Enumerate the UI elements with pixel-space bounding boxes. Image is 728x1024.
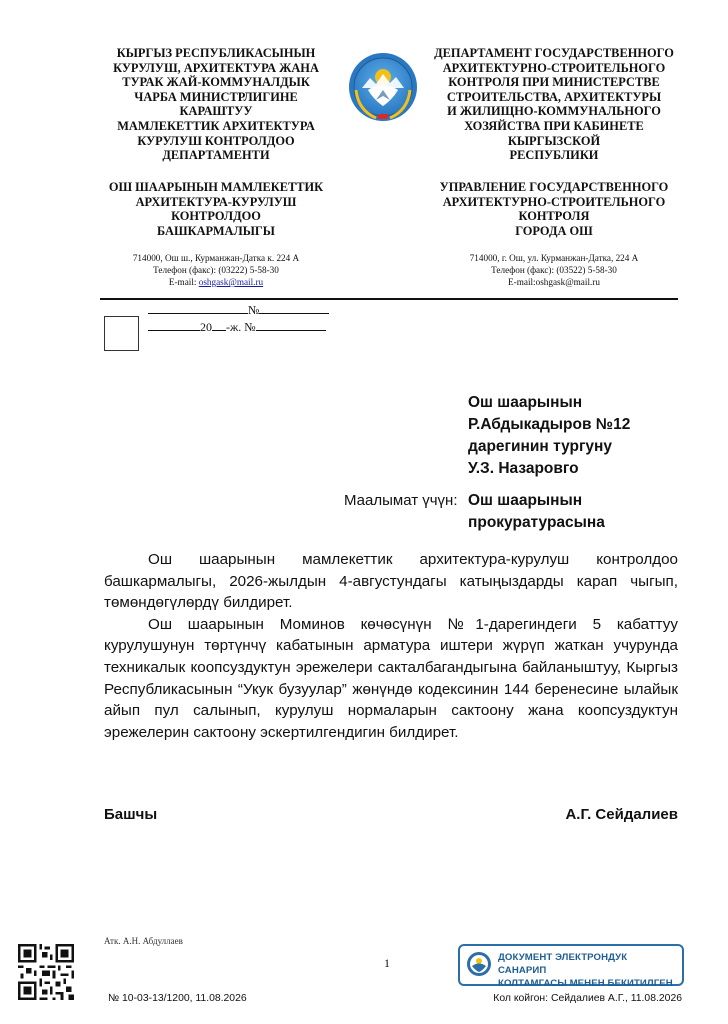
info-label: Маалымат үчүн: — [344, 492, 458, 509]
recipient-block: Ош шаарынын Р.Абдыкадыров №12 дарегинин тургуну У.З. Назаровго — [468, 394, 631, 477]
left-address: 714000, Ош ш., Курманжан-Датка к. 224 А Телефон (факс): (03222) 5-58-30 E-mail: oshgask@mail.ru — [132, 253, 300, 287]
qr-code — [18, 944, 74, 1000]
registration-number-line: № — [148, 303, 348, 317]
signatory-name: А.Г. Сейдалиев — [565, 806, 678, 823]
right-address: 714000, г. Ош, ул. Курманжан-Датка, 224 А Телефон (факс): (03522) 5-58-30 E-mail:oshgask@mail.ru — [469, 253, 639, 287]
left-email-link[interactable]: oshgask@mail.ru — [198, 277, 264, 287]
body-paragraph: Ош шаарынын мамлекеттик архитектура-курулуш контролдоо башкармалыгы, 2026-жылдын 4-августундагы катыңыздарды карап чыгып, төмөндөгүлөрдү билдирет. — [104, 551, 678, 612]
stamp-emblem-icon — [466, 951, 492, 977]
state-emblem — [348, 50, 418, 124]
signed-by: Кол койгон: Сейдалиев А.Г., 11.08.2026 — [493, 993, 682, 1004]
right-ministry-name: ДЕПАРТАМЕНТ ГОСУДАРСТВЕННОГО АРХИТЕКТУРНО-СТРОИТЕЛЬНОГО КОНТРОЛЯ ПРИ МИНИСТЕРСТВЕ СТРОИТЕЛЬСТВА, АРХИТЕКТУРЫ И ЖИЛИЩНО-КОММУНАЛЬНОГО ХОЗЯЙСТВА ПРИ КАБИНЕТЕ КЫРГЫЗСКОЙ РЕСПУБЛИКИ — [434, 46, 674, 163]
stamp-line-1: ДОКУМЕНТ ЭЛЕКТРОНДУК САНАРИП — [498, 952, 628, 976]
qr-code-icon — [18, 944, 74, 1000]
body-paragraph: Ош шаарынын Моминов көчөсүнүн №1-дарегиндеги 5 кабаттуу курулушунун төртүнчү кабатынын арматура иштери жүрүп жаткан учурунда техникалык коопсуздуктун эрежелери сакталбагандыгына байланыштуу, Кыргыз Республикасынын “Укук бузуулар” жөнүндө кодексинин 144 беренесине ылайык айып пул салынып, курулуш нормаларын сактоону жана коопсуздуктун эрежелерин сактоону эскертилгендигин билдирет. — [104, 615, 678, 741]
registration-date-line: 20 -ж. № — [148, 320, 348, 334]
signatory-position: Башчы — [104, 806, 158, 823]
registration-stamp-box — [104, 316, 139, 351]
header-divider — [100, 298, 678, 300]
right-office-name: УПРАВЛЕНИЕ ГОСУДАРСТВЕННОГО АРХИТЕКТУРНО-СТРОИТЕЛЬНОГО КОНТРОЛЯ ГОРОДА ОШ — [439, 180, 669, 238]
executor-note: Атк. А.Н. Абдуллаев — [104, 936, 183, 946]
info-recipient: Ош шаарынын прокуратурасына — [468, 492, 605, 531]
kyrgyz-emblem-icon — [348, 50, 418, 124]
left-office-name: ОШ ШААРЫНЫН МАМЛЕКЕТТИК АРХИТЕКТУРА-КУРУЛУШ КОНТРОЛДОО БАШКАРМАЛЫГЫ — [108, 180, 324, 238]
left-ministry-name: КЫРГЫЗ РЕСПУБЛИКАСЫНЫН КУРУЛУШ, АРХИТЕКТУРА ЖАНА ТУРАК ЖАЙ-КОММУНАЛДЫК ЧАРБА МИНИСТРЛИГИНЕ КАРАШТУУ МАМЛЕКЕТТИК АРХИТЕКТУРА КУРУЛУШ КОНТРОЛДОО ДЕПАРТАМЕНТИ — [113, 46, 319, 163]
page-number: 1 — [384, 956, 390, 970]
stamp-line-2: КОЛТАМГАСЫ МЕНЕН БЕКИТИЛГЕН — [498, 978, 673, 989]
e-signature-stamp — [458, 944, 684, 989]
document-number: № 10-03-13/1200, 11.08.2026 — [108, 993, 247, 1004]
letter-body — [104, 549, 678, 743]
